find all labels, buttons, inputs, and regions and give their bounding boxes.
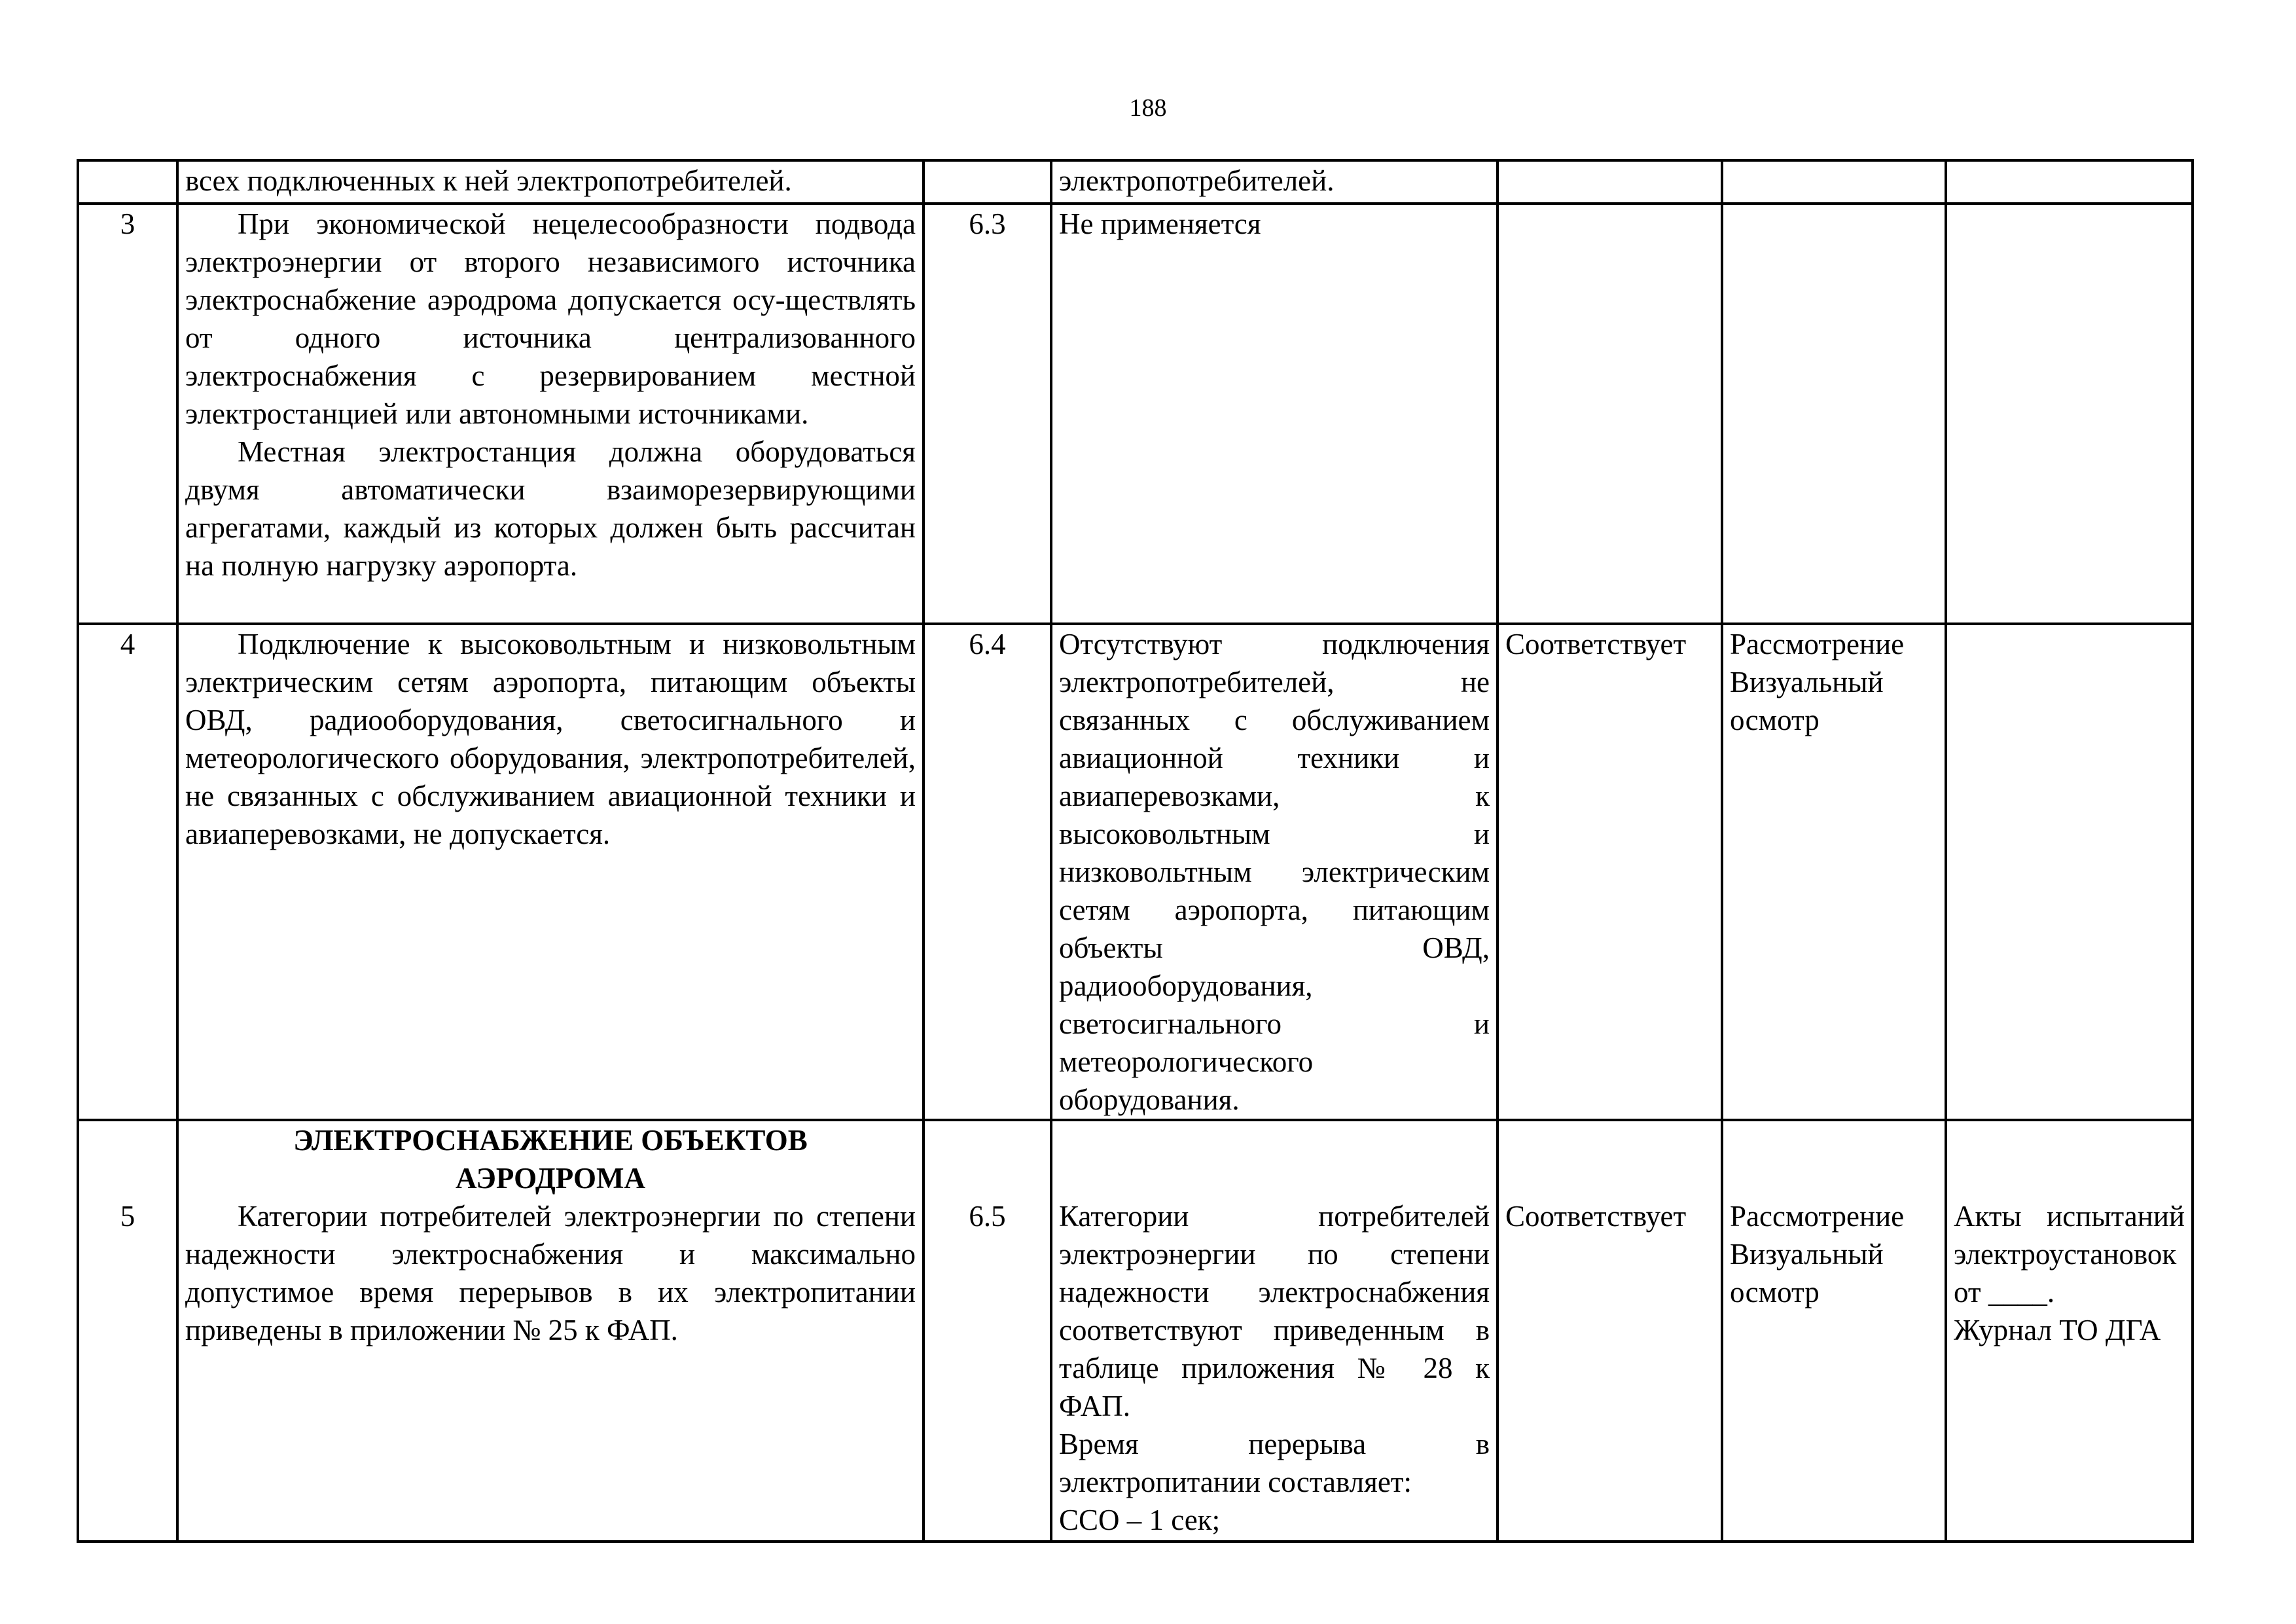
row-number: 3 [78,204,177,624]
requirement-text: Категории потребителей электроэнергии по степени надежности электроснабжения и максимально допустимое время перерывов в их электропитании приведены в приложении № 25 к ФАП. [185,1200,916,1346]
documents-cell [1946,160,2193,204]
status-cell [1051,624,1498,1120]
page-number: 188 [1129,94,1167,122]
row-number-value: 5 [120,1200,135,1233]
method-cell [1722,624,1946,1120]
table-row [78,624,2193,1120]
table-row [78,204,2193,624]
row-number [78,1120,177,1542]
section-ref [924,160,1051,204]
method-line: осмотр [1730,1276,1820,1308]
section-heading: ЭЛЕКТРОСНАБЖЕНИЕ ОБЪЕКТОВ [293,1124,808,1157]
status-cell [1051,204,1498,624]
section-ref-cell [924,1120,1051,1542]
method-line: Рассмотрение [1730,628,1905,660]
requirement-text: Подключение к высоковольтным и низковольтным электрическим сетям аэропорта, питающим объекты ОВД, радиооборудования, светосигнального и метеорологического оборудования, электропотребителей, не связанных с обслуживанием авиационной техники и авиаперевозками, не допускается. [185,628,916,850]
section-ref: 6.5 [969,1200,1006,1233]
status-text: Отсутствуют подключения электропотребителей, не связанных с обслуживанием авиационной техники и авиаперевозками, к высоковольтным и низковольтным электрическим сетям аэропорта, питающим объекты ОВД, радиооборудования, светосигнального и метеорологического оборудования. [1059,628,1490,1116]
status-cell [1051,160,1498,204]
section-ref: 6.3 [924,204,1051,624]
documents-cell [1946,1120,2193,1542]
requirement-cell [177,1120,924,1542]
documents-cell [1946,204,2193,624]
status-text: Не применяется [1059,208,1261,240]
row-number [78,160,177,204]
requirement-text: всех подключенных к ней электропотребителей. [185,164,792,197]
method-cell [1722,204,1946,624]
compliance-cell [1498,204,1722,624]
documents-text: Журнал ТО ДГА [1954,1314,2161,1346]
documents-text: Акты испытаний электроустановок от ____. [1954,1200,2185,1308]
compliance-value: Соответствует [1505,1200,1687,1233]
table-row [78,160,2193,204]
method-line: Рассмотрение [1730,1200,1905,1233]
row-number: 4 [78,624,177,1120]
requirement-text: При экономической нецелесообразности подвода электроэнергии от второго независимого источника электроснабжение аэродрома допускается осу-ществлять от одного источника централизованного электроснабжения с резервированием местной электростанцией или автономными источниками. [185,208,916,430]
compliance-cell [1498,160,1722,204]
status-text: Категории потребителей электроэнергии по степени надежности электроснабжения соответствуют приведенным в таблице приложения № 28 к ФАП. [1059,1200,1490,1422]
status-text: ССО – 1 сек; [1059,1504,1221,1536]
method-line: осмотр [1730,704,1820,736]
method-line: Визуальный [1730,1238,1884,1271]
requirement-cell [177,160,924,204]
requirement-cell [177,204,924,624]
status-text: электропотребителей. [1059,164,1335,197]
documents-cell [1946,624,2193,1120]
method-cell [1722,160,1946,204]
requirement-text: Местная электростанция должна оборудоваться двумя автоматически взаиморезервирующими агрегатами, каждый из которых должен быть рассчитан на полную нагрузку аэропорта. [185,435,916,582]
status-text: Время перерыва в электропитании составляет: [1059,1428,1490,1498]
method-cell [1722,1120,1946,1542]
compliance-cell: Соответствует [1498,624,1722,1120]
section-heading: АЭРОДРОМА [455,1162,646,1195]
inspection-table [77,159,2194,1543]
compliance-cell [1498,1120,1722,1542]
requirement-cell [177,624,924,1120]
section-ref: 6.4 [924,624,1051,1120]
table-row [78,1120,2193,1542]
status-cell [1051,1120,1498,1542]
method-line: Визуальный [1730,666,1884,698]
